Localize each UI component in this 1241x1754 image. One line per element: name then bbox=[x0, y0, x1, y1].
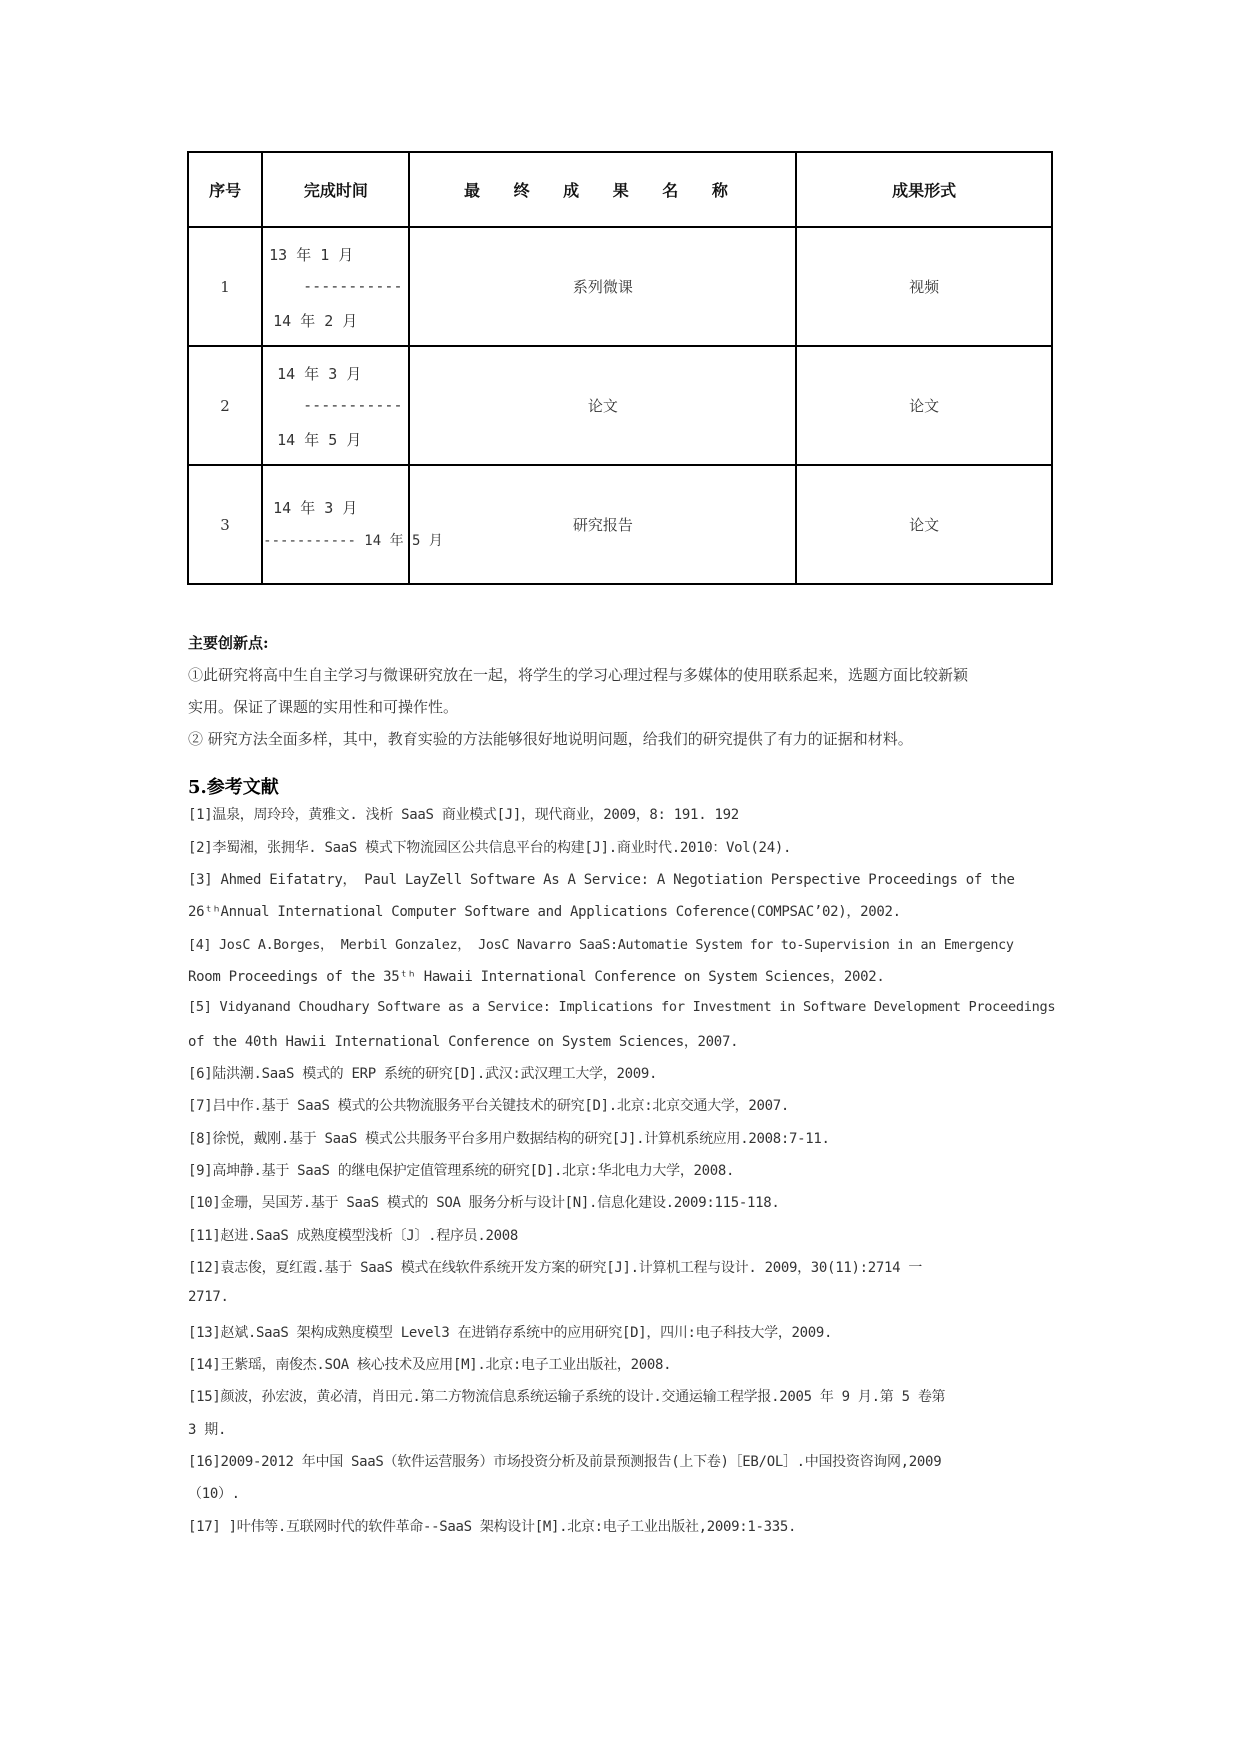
reference-line: [13]赵斌.SaaS 架构成熟度模型 Level3 在进销存系统中的应用研究[D]，四川:电子科技大学，2009. bbox=[188, 1325, 833, 1341]
reference-line: [2]李蜀湘，张拥华. SaaS 模式下物流园区公共信息平台的构建[J].商业时代.2010：Vol(24). bbox=[188, 840, 792, 856]
reference-line: [3] Ahmed Eifatatry， Paul LayZell Software As A Service: A Negotiation Perspective Proceedings of the bbox=[188, 872, 1015, 888]
reference-line: 26ᵗʰAnnual International Computer Software and Applications Coference(COMPSAC’02)，2002. bbox=[188, 904, 901, 920]
reference-line: [5] Vidyanand Choudhary Software as a Service: Implications for Investment in Software Development Proceedings bbox=[188, 999, 1056, 1015]
time-start: 14 年 3 月 bbox=[273, 499, 358, 517]
table-row bbox=[188, 346, 1052, 465]
reference-line: 3 期. bbox=[188, 1422, 227, 1438]
reference-line: Room Proceedings of the 35ᵗʰ Hawaii International Conference on System Sciences，2002. bbox=[188, 969, 885, 985]
reference-line: [1]温泉，周玲玲，黄雅文. 浅析 SaaS 商业模式[J]，现代商业，2009，8: 191. 192 bbox=[188, 807, 739, 823]
reference-line: [16]2009-2012 年中国 SaaS（软件运营服务）市场投资分析及前景预测报告(上下卷)［EB/OL］.中国投资咨询网,2009 bbox=[188, 1454, 942, 1470]
innovation-heading: 主要创新点: bbox=[188, 634, 269, 652]
reference-line: [15]颜波，孙宏波，黄必清，肖田元.第二方物流信息系统运输子系统的设计.交通运输工程学报.2005 年 9 月.第 5 卷第 bbox=[188, 1389, 946, 1405]
reference-line: of the 40th Hawii International Conference on System Sciences，2007. bbox=[188, 1034, 739, 1050]
innovation-line: ② 研究方法全面多样，其中，教育实验的方法能够很好地说明问题，给我们的研究提供了有力的证据和材料。 bbox=[188, 730, 913, 748]
header-no: 序号 bbox=[188, 152, 262, 227]
time-end: 14 年 2 月 bbox=[273, 312, 358, 330]
row-result-name: 研究报告 bbox=[409, 465, 796, 584]
row-result-form: 论文 bbox=[796, 346, 1052, 465]
table-row bbox=[188, 465, 1052, 584]
reference-line: （10）. bbox=[188, 1486, 240, 1502]
reference-line: [8]徐悦，戴刚.基于 SaaS 模式公共服务平台多用户数据结构的研究[J].计算机系统应用.2008:7-11. bbox=[188, 1131, 830, 1147]
time-start: 14 年 3 月 bbox=[277, 365, 362, 383]
row-result-name: 系列微课 bbox=[409, 227, 796, 346]
reference-line: [4] JosC A.Borges， Merbil Gonzalez， JosC Navarro SaaS:Automatie System for to-Supervision in an Emergency bbox=[188, 938, 1014, 953]
reference-line: [11]赵进.SaaS 成熟度模型浅析〔J〕.程序员.2008 bbox=[188, 1228, 518, 1244]
row-result-form: 视频 bbox=[796, 227, 1052, 346]
time-end: 14 年 5 月 bbox=[277, 431, 362, 449]
header-time: 完成时间 bbox=[262, 152, 409, 227]
time-start: 13 年 1 月 bbox=[269, 246, 354, 264]
table-row bbox=[188, 227, 1052, 346]
row-time bbox=[262, 227, 409, 346]
table-header-row bbox=[188, 152, 1052, 227]
header-name: 最 终 成 果 名 称 bbox=[409, 152, 796, 227]
row-no: 3 bbox=[188, 465, 262, 584]
row-no: 1 bbox=[188, 227, 262, 346]
row-time bbox=[262, 465, 443, 584]
header-form: 成果形式 bbox=[796, 152, 1052, 227]
references-heading: 5.参考文献 bbox=[188, 777, 279, 798]
row-no: 2 bbox=[188, 346, 262, 465]
row-result-name: 论文 bbox=[409, 346, 796, 465]
time-end: ----------- 14 年 5 月 bbox=[263, 533, 443, 549]
reference-line: [14]王紫瑶，南俊杰.SOA 核心技术及应用[M].北京:电子工业出版社，2008. bbox=[188, 1357, 672, 1373]
reference-line: 2717. bbox=[188, 1289, 229, 1305]
reference-line: [17] ]叶伟等.互联网时代的软件革命--SaaS 架构设计[M].北京:电子工业出版社,2009:1-335. bbox=[188, 1519, 797, 1535]
reference-line: [10]金珊，吴国芳.基于 SaaS 模式的 SOA 服务分析与设计[N].信息化建设.2009:115-118. bbox=[188, 1195, 780, 1211]
time-separator: ----------- bbox=[303, 277, 403, 295]
row-time bbox=[262, 346, 409, 465]
innovation-line: 实用。保证了课题的实用性和可操作性。 bbox=[188, 698, 459, 716]
reference-line: [9]高坤静.基于 SaaS 的继电保护定值管理系统的研究[D].北京:华北电力大学，2008. bbox=[188, 1163, 735, 1179]
reference-line: [12]袁志俊，夏红霞.基于 SaaS 模式在线软件系统开发方案的研究[J].计算机工程与设计. 2009，30(11):2714 一 bbox=[188, 1260, 923, 1276]
innovation-line: ①此研究将高中生自主学习与微课研究放在一起，将学生的学习心理过程与多媒体的使用联系起来，选题方面比较新颖 bbox=[188, 666, 969, 684]
reference-line: [6]陆洪潮.SaaS 模式的 ERP 系统的研究[D].武汉:武汉理工大学，2009. bbox=[188, 1066, 658, 1082]
results-table bbox=[187, 151, 1053, 585]
reference-line: [7]吕中作.基于 SaaS 模式的公共物流服务平台关键技术的研究[D].北京:北京交通大学，2007. bbox=[188, 1098, 789, 1114]
time-separator: ----------- bbox=[303, 396, 403, 414]
row-result-form: 论文 bbox=[796, 465, 1052, 584]
